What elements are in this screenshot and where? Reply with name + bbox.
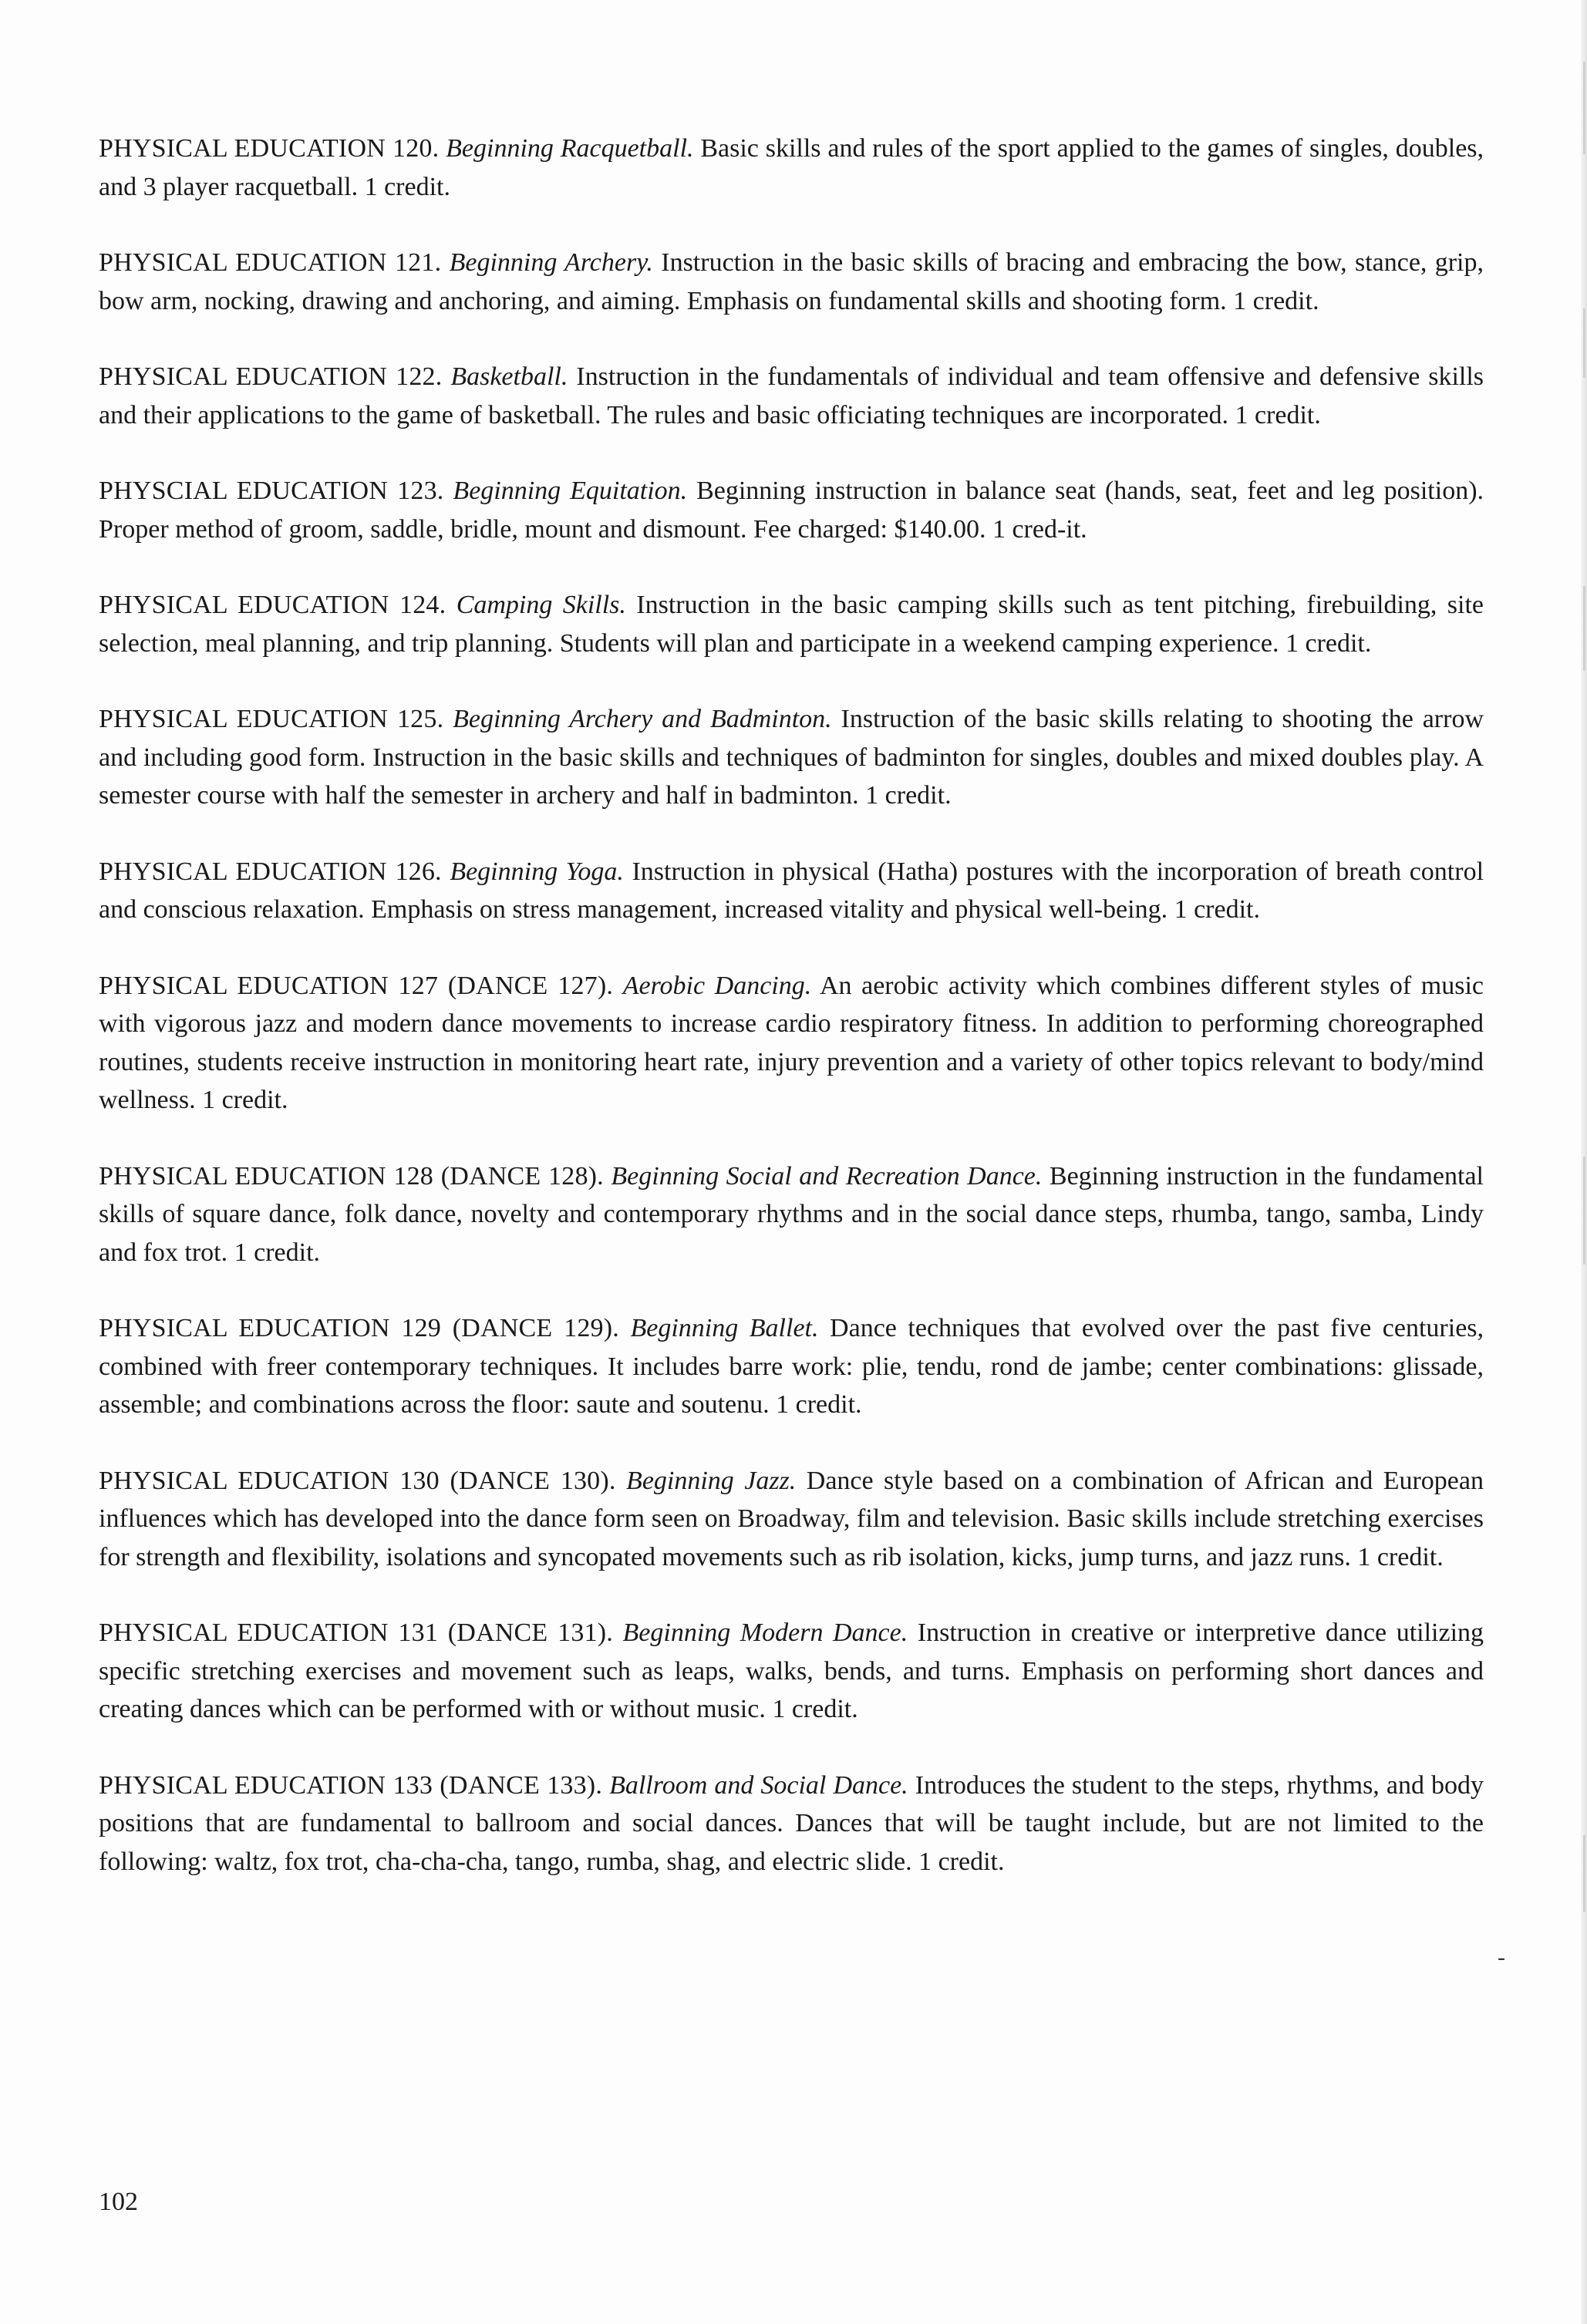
course-entry [99,700,1484,815]
course-number: PHYSICAL EDUCATION 120. [99,134,440,163]
course-title: Camping Skills. [456,591,626,619]
course-number: PHYSICAL EDUCATION 127 (DANCE 127). [99,971,614,1000]
course-number: PHYSICAL EDUCATION 126. [99,857,442,886]
course-entry [99,967,1484,1120]
edge-mark [1583,308,1585,378]
edge-mark [1583,62,1585,154]
course-entry [99,586,1484,662]
course-description: Dance techniques that evolved over the past five centuries, combined with freer contemporary techniques. It includes barre work: plie, tendu, rond de jambe; center combinations: glissade, assemble; and combinations across the floor: saute and soutenu. 1 credit. [99,1314,1484,1419]
course-number: PHYSICAL EDUCATION 122. [99,362,443,391]
edge-mark [1583,586,1585,671]
course-description: Dance style based on a combination of African and European influences which has developed into the dance form seen on Broadway, film and television. Basic skills include stretching exercises for strength and flexibility, isolations and syncopated movements such as rib isolation, kicks, jump turns, and jazz runs. 1 credit. [99,1466,1484,1571]
course-number: PHYSICAL EDUCATION 124. [99,591,446,619]
course-title: Beginning Archery. [449,248,653,277]
course-title: Beginning Archery and Badminton. [453,705,832,733]
course-description: Instruction in physical (Hatha) postures with the incorporation of breath control and conscious relaxation. Emphasis on stress management, increased vitality and physical well-being. 1 credit. [99,857,1484,924]
course-entry [99,853,1484,929]
course-description: Instruction in the basic camping skills such as tent pitching, firebuilding, site selection, meal planning, and trip planning. Students will plan and participate in a weekend camping experience. 1 credit. [99,591,1484,658]
course-title: Beginning Jazz. [626,1466,797,1495]
course-entry [99,1309,1484,1424]
course-description: Introduces the student to the steps, rhythms, and body positions that are fundamental to ballroom and social dances. Dances that will be taught include, but are not limited to the following: waltz, fox trot, cha-cha-cha, tango, rumba, shag, and electric slide. 1 credit. [99,1770,1484,1876]
margin-mark: - [1498,1945,1505,1970]
course-title: Beginning Equitation. [453,477,688,505]
course-title: Beginning Racquetball. [446,134,694,163]
course-number: PHYSICAL EDUCATION 130 (DANCE 130). [99,1466,616,1495]
course-number: PHYSICAL EDUCATION 133 (DANCE 133). [99,1770,603,1800]
course-entry [99,244,1484,320]
course-description: Instruction in the fundamentals of individual and team offensive and defensive skills and their applications to the game of basketball. The rules and basic officiating techniques are incorporated. 1 credit. [99,362,1484,429]
course-description: Instruction in creative or interpretive dance utilizing specific stretching exercises and movement such as leaps, walks, bends, and turns. Emphasis on performing short dances and creating dances which can be performed with or without music. 1 credit. [99,1618,1484,1723]
course-description: Basic skills and rules of the sport applied to the games of singles, doubles, and 3 player racquetball. 1 credit. [99,134,1484,201]
course-entry [99,1614,1484,1729]
course-number: PHYSICAL EDUCATION 131 (DANCE 131). [99,1618,613,1647]
course-listing [99,130,1484,1918]
course-entry [99,1767,1484,1881]
course-description: Instruction in the basic skills of bracing and embracing the bow, stance, grip, bow arm, nocking, drawing and anchoring, and aiming. Emphasis on fundamental skills and shooting form. 1 credit. [99,248,1484,315]
edge-mark [1583,1157,1585,1265]
course-description: An aerobic activity which combines different styles of music with vigorous jazz and modern dance movements to increase cardio respiratory fitness. In addition to performing choreographed routines, students receive instruction in monitoring heart rate, injury prevention and a variety of other topics relevant to body/mind wellness. 1 credit. [99,971,1484,1114]
course-number: PHYSICAL EDUCATION 129 (DANCE 129). [99,1314,619,1342]
course-number: PHYSCIAL EDUCATION 123. [99,477,444,505]
course-entry [99,130,1484,206]
course-title: Beginning Social and Recreation Dance. [611,1161,1043,1191]
course-title: Ballroom and Social Dance. [609,1770,908,1800]
course-number: PHYSICAL EDUCATION 128 (DANCE 128). [99,1161,604,1191]
course-entry [99,472,1484,548]
course-title: Beginning Modern Dance. [622,1618,908,1647]
course-description: Beginning instruction in the fundamental skills of square dance, folk dance, novelty and contemporary rhythms and in the social dance steps, rhumba, tango, samba, Lindy and fox trot. 1 credit. [99,1161,1484,1267]
course-number: PHYSICAL EDUCATION 121. [99,248,442,277]
page-number: 102 [99,2188,138,2216]
course-title: Beginning Yoga. [450,857,624,886]
course-title: Beginning Ballet. [630,1314,819,1342]
course-number: PHYSICAL EDUCATION 125. [99,705,444,733]
course-description: Instruction of the basic skills relating to shooting the arrow and including good form. Instruction in the basic skills and techniques of badminton for singles, doubles and mixed doubles play. A semester course with half the semester in archery and half in badminton. 1 credit. [99,705,1484,810]
course-description: Beginning instruction in balance seat (hands, seat, feet and leg position). Proper method of groom, saddle, bridle, mount and dismount. Fee charged: $140.00. 1 cred-it. [99,477,1484,544]
course-entry [99,1157,1484,1272]
course-title: Aerobic Dancing. [622,971,812,1000]
edge-mark [1583,1835,1585,1912]
course-entry [99,1462,1484,1577]
course-title: Basketball. [450,362,568,391]
course-entry [99,358,1484,434]
